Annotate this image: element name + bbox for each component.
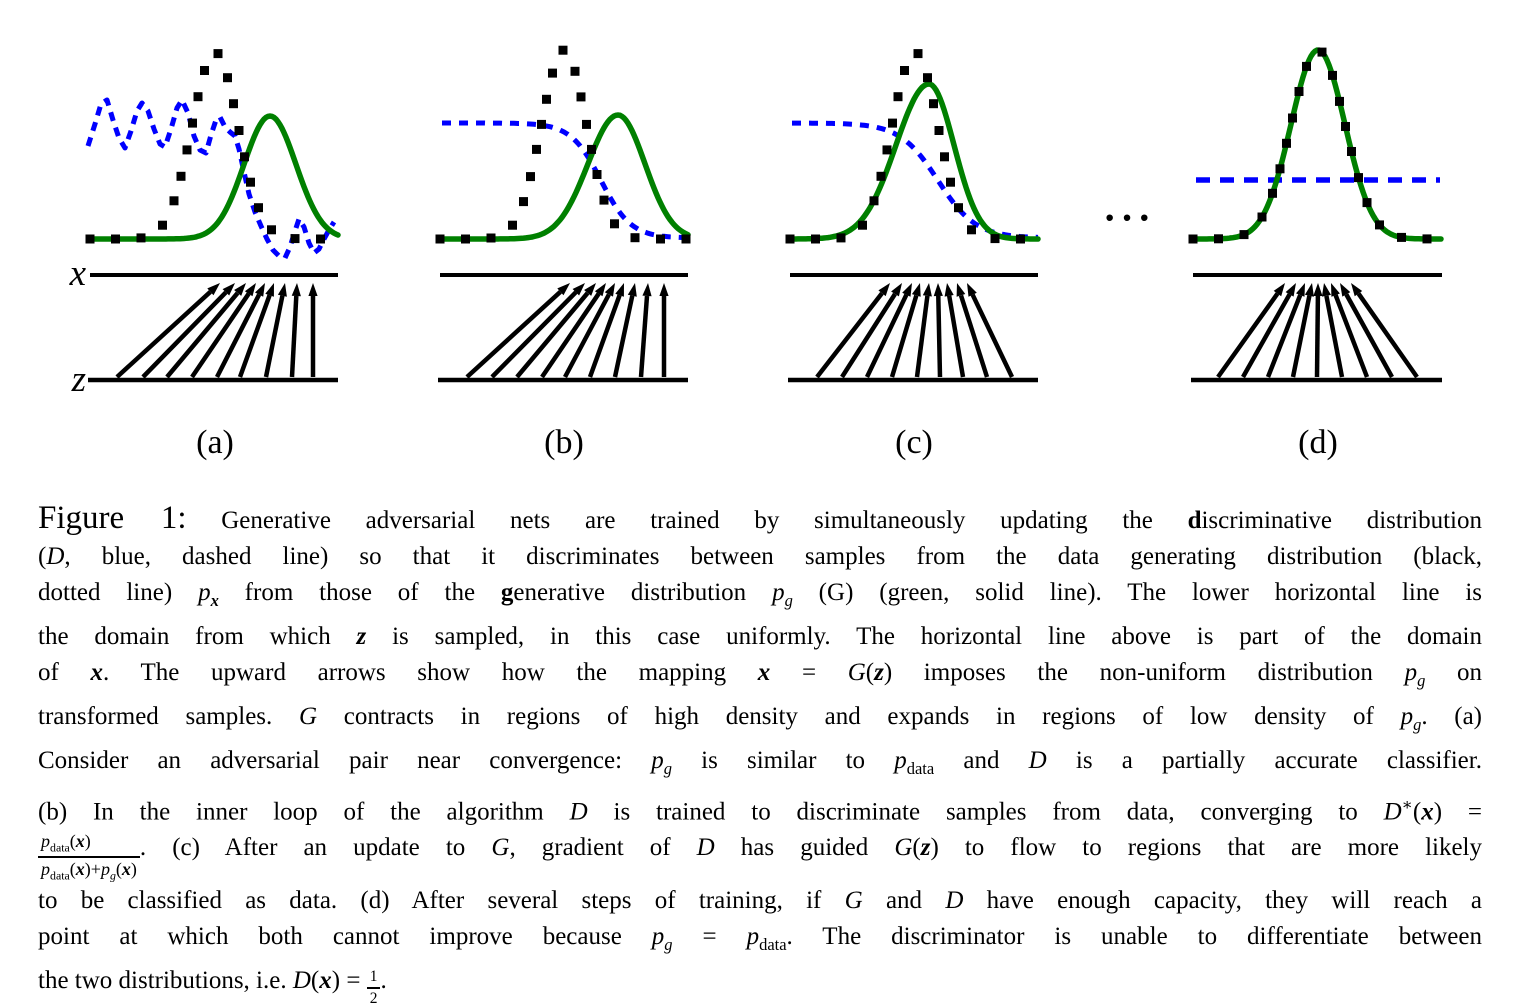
panel-d-black-dotted-data-curve-dot bbox=[1268, 189, 1277, 198]
panel-a-black-dotted-data-curve-dot bbox=[246, 178, 255, 187]
figure-caption bbox=[38, 500, 1482, 1007]
panel-d-black-dotted-data-curve-dot bbox=[1318, 48, 1327, 57]
panel-a-black-dotted-data-curve-dot bbox=[111, 235, 120, 244]
panel-a-mapping-arrow-head bbox=[265, 283, 274, 297]
panel-b-black-dotted-data-curve-dot bbox=[582, 120, 591, 129]
panel-b-mapping-arrow bbox=[615, 296, 632, 377]
panel-c-black-dotted-data-curve-dot bbox=[923, 73, 932, 82]
panel-b-black-dotted-data-curve-dot bbox=[571, 67, 580, 76]
caption-line-8: (b) In the inner loop of the algorithm D is trained to discriminate samples from data, converging to D∗(x) = bbox=[38, 795, 1482, 826]
panel-d-black-dotted-data-curve-dot bbox=[1347, 147, 1356, 156]
panel-c-black-dotted-data-curve-dot bbox=[888, 119, 897, 128]
caption-line-4: the domain from which z is sampled, in this case uniformly. The horizontal line above is part of the domain bbox=[38, 623, 1482, 650]
panel-b-black-dotted-data-curve-dot bbox=[577, 92, 586, 101]
panel-b-black-dotted-data-curve-dot bbox=[593, 170, 602, 179]
panel-a-black-dotted-data-curve-dot bbox=[183, 145, 192, 154]
panel-b-mapping-arrow bbox=[590, 295, 620, 377]
panel-b-mapping-arrow-head bbox=[642, 283, 651, 296]
caption-line-12: the two distributions, i.e. D(x) = $\frac{1}{2}$ . bbox=[38, 967, 387, 1007]
panel-d-black-dotted-data-curve-dot bbox=[1302, 62, 1311, 71]
panel-d-black-dotted-data-curve-dot bbox=[1189, 235, 1198, 244]
caption-line-7: Consider an adversarial pair near convergence: $p_g$ is similar to $p_{data}$ and D is a partially accurate classifier. bbox=[38, 747, 1482, 778]
panel-c-black-dotted-data-curve-dot bbox=[883, 145, 892, 154]
panel-a-mapping-arrow-head bbox=[278, 283, 287, 297]
panel-a-black-dotted-data-curve-dot bbox=[86, 235, 95, 244]
panel-a-black-dotted-data-curve-dot bbox=[188, 119, 197, 128]
panel-a-black-dotted-data-curve-dot bbox=[158, 221, 167, 230]
caption-line-2: (D, blue, dashed line) so that it discriminates between samples from the data generating distribution (black, bbox=[38, 543, 1482, 570]
panel-b-mapping-arrow-head bbox=[659, 283, 668, 296]
panel-a-mapping-arrow bbox=[266, 296, 282, 377]
panel-d-black-dotted-data-curve-dot bbox=[1276, 164, 1285, 173]
panel-a-mapping-arrow-head bbox=[308, 283, 317, 296]
panel-d-mapping-arrow-head bbox=[1305, 283, 1314, 297]
panel-a-black-dotted-data-curve-dot bbox=[200, 66, 209, 75]
panel-d-label: (d) bbox=[1298, 424, 1338, 461]
axis-label-z: z bbox=[71, 359, 86, 400]
panel-d-black-dotted-data-curve-dot bbox=[1397, 233, 1406, 242]
panel-a-mapping-arrow bbox=[292, 296, 296, 377]
panel-c-mapping-arrow bbox=[892, 296, 916, 378]
panel-c-black-dotted-data-curve-dot bbox=[811, 235, 820, 244]
caption-line-3: dotted line) $p_x$ from those of the generative distribution $p_g$ (G) (green, solid line). The lower horizontal line is bbox=[38, 579, 1483, 610]
panel-c-blue-dashed-discriminator-curve bbox=[792, 123, 1038, 237]
panel-b-black-dotted-data-curve-dot bbox=[542, 95, 551, 104]
panel-d-black-dotted-data-curve-dot bbox=[1282, 139, 1291, 148]
panel-c-mapping-arrow-head bbox=[934, 283, 943, 296]
caption-line-1: Figure 1: Generative adversarial nets are trained by simultaneously updating the discriminative distribution bbox=[38, 500, 1482, 536]
panel-a-mapping-arrow-head bbox=[255, 283, 265, 297]
panel-c-black-dotted-data-curve-dot bbox=[991, 234, 1000, 243]
panel-c-black-dotted-data-curve-dot bbox=[837, 233, 846, 242]
panel-d-black-dotted-data-curve-dot bbox=[1335, 97, 1344, 106]
panel-b-black-dotted-data-curve-dot bbox=[519, 197, 528, 206]
panel-a-black-dotted-data-curve-dot bbox=[267, 225, 276, 234]
panel-b-black-dotted-data-curve-dot bbox=[487, 234, 496, 243]
panel-b-mapping-arrow bbox=[492, 292, 576, 377]
panel-c-green-solid-generator-curve bbox=[790, 84, 1038, 239]
panel-d-green-solid-generator-curve bbox=[1193, 50, 1441, 239]
panel-a-mapping-arrow bbox=[117, 292, 210, 377]
panel-c-black-dotted-data-curve-dot bbox=[914, 49, 923, 58]
panel-c-black-dotted-data-curve-dot bbox=[935, 126, 944, 135]
panel-b-black-dotted-data-curve-dot bbox=[461, 235, 470, 244]
panel-b-black-dotted-data-curve-dot bbox=[682, 235, 691, 244]
panel-b-black-dotted-data-curve-dot bbox=[436, 235, 445, 244]
ellipsis-between-panels: ··· bbox=[1102, 195, 1156, 240]
panel-c-label: (c) bbox=[895, 424, 933, 461]
gan-training-figure bbox=[0, 0, 1517, 492]
panel-a-black-dotted-data-curve-dot bbox=[291, 234, 300, 243]
panel-d-mapping-arrow-head bbox=[1331, 283, 1340, 297]
panel-c-mapping-arrow-head bbox=[967, 283, 977, 297]
panel-b-black-dotted-data-curve-dot bbox=[508, 221, 517, 230]
panel-a-black-dotted-data-curve-dot bbox=[214, 49, 223, 58]
panel-c-black-dotted-data-curve-dot bbox=[954, 203, 963, 212]
panel-c-black-dotted-data-curve-dot bbox=[1016, 235, 1025, 244]
panel-b-mapping-arrow-head bbox=[615, 283, 624, 297]
panel-c-black-dotted-data-curve-dot bbox=[900, 66, 909, 75]
panel-d-black-dotted-data-curve-dot bbox=[1214, 234, 1223, 243]
panel-c-black-dotted-data-curve-dot bbox=[877, 172, 886, 181]
panel-c-mapping-arrow bbox=[961, 295, 987, 377]
panel-d-black-dotted-data-curve-dot bbox=[1423, 234, 1432, 243]
panel-b-black-dotted-data-curve-dot bbox=[656, 235, 665, 244]
panel-c-black-dotted-data-curve-dot bbox=[946, 178, 955, 187]
panel-c-mapping-arrow-head bbox=[912, 283, 921, 297]
panel-c-mapping-arrow bbox=[938, 296, 940, 377]
panel-a-black-dotted-data-curve-dot bbox=[137, 233, 146, 242]
panel-d-mapping-arrow bbox=[1317, 296, 1318, 377]
panel-a-black-dotted-data-curve-dot bbox=[194, 92, 203, 101]
panel-b-mapping-arrow-head bbox=[628, 283, 637, 297]
panel-c-mapping-arrow bbox=[973, 295, 1012, 377]
panel-c-mapping-arrow-head bbox=[923, 283, 932, 297]
panel-a-black-dotted-data-curve-dot bbox=[170, 196, 179, 205]
panel-b-black-dotted-data-curve-dot bbox=[537, 120, 546, 129]
panel-a-black-dotted-data-curve-dot bbox=[223, 73, 232, 82]
panel-a-black-dotted-data-curve-dot bbox=[235, 126, 244, 135]
caption-line-5: of x. The upward arrows show how the mapping x = G(z) imposes the non-uniform distribution $p_g$ on bbox=[38, 659, 1482, 690]
panel-c-mapping-arrow bbox=[917, 296, 927, 377]
panel-c-mapping-arrow-head bbox=[957, 283, 966, 297]
caption-line-11: point at which both cannot improve because $p_g = p_{data}$. The discriminator is unable to differentiate between bbox=[38, 923, 1482, 955]
panel-c-black-dotted-data-curve-dot bbox=[929, 99, 938, 108]
panel-d-black-dotted-data-curve-dot bbox=[1240, 230, 1249, 239]
panel-b-black-dotted-data-curve-dot bbox=[526, 172, 535, 181]
panel-c-mapping-arrow-head bbox=[945, 283, 954, 297]
panel-c-black-dotted-data-curve-dot bbox=[940, 152, 949, 161]
panel-d-black-dotted-data-curve-dot bbox=[1258, 213, 1267, 222]
panel-b-black-dotted-data-curve-dot bbox=[587, 145, 596, 154]
panel-d-black-dotted-data-curve-dot bbox=[1341, 122, 1350, 131]
panel-d-black-dotted-data-curve-dot bbox=[1375, 220, 1384, 229]
panel-d-mapping-arrow-head bbox=[1296, 283, 1305, 297]
panel-b-black-dotted-data-curve-dot bbox=[610, 219, 619, 228]
panel-d-black-dotted-data-curve-dot bbox=[1295, 87, 1304, 96]
panel-b-mapping-arrow bbox=[467, 292, 560, 377]
panel-c-mapping-arrow-head bbox=[902, 283, 912, 297]
panel-b-black-dotted-data-curve-dot bbox=[548, 69, 557, 78]
panel-a-black-dotted-data-curve-dot bbox=[316, 235, 325, 244]
panel-a-black-dotted-data-curve-dot bbox=[240, 152, 249, 161]
caption-line-6: transformed samples. G contracts in regions of high density and expands in regions of low density of $p_g$. (a) bbox=[38, 703, 1482, 734]
panel-d-black-dotted-data-curve-dot bbox=[1363, 198, 1372, 207]
panel-b-black-dotted-data-curve-dot bbox=[532, 145, 541, 154]
panel-b-black-dotted-data-curve-dot bbox=[600, 196, 609, 205]
panel-b-mapping-arrow bbox=[641, 296, 647, 377]
panel-a-black-dotted-data-curve-dot bbox=[229, 99, 238, 108]
panel-a-mapping-arrow-head bbox=[292, 283, 301, 296]
panel-d-black-dotted-data-curve-dot bbox=[1288, 114, 1297, 123]
panel-a-label: (a) bbox=[196, 424, 234, 461]
caption-line-9: $\frac{p_{data}(x)}{p_{data}(x)+p_g(x)}$ . (c) After an update to G, gradient of D has guided G(z) to flow to regions that are more likely bbox=[38, 830, 1482, 883]
panel-c-black-dotted-data-curve-dot bbox=[967, 225, 976, 234]
panel-c-black-dotted-data-curve-dot bbox=[858, 221, 867, 230]
panel-d-black-dotted-data-curve-dot bbox=[1328, 71, 1337, 80]
panel-c-black-dotted-data-curve-dot bbox=[894, 92, 903, 101]
panel-a-black-dotted-data-curve-dot bbox=[177, 172, 186, 181]
caption-line-10: to be classified as data. (d) After several steps of training, if G and D have enough capacity, they will reach a bbox=[38, 887, 1482, 915]
gan-figure-svg bbox=[0, 0, 1517, 492]
panel-c-mapping-arrow bbox=[949, 296, 963, 377]
panel-b-black-dotted-data-curve-dot bbox=[559, 46, 568, 55]
panel-d-black-dotted-data-curve-dot bbox=[1354, 173, 1363, 182]
panel-b-black-dotted-data-curve-dot bbox=[631, 233, 640, 242]
panel-a-mapping-arrow bbox=[143, 292, 226, 377]
panel-a-black-dotted-data-curve-dot bbox=[254, 203, 263, 212]
axis-label-x: x bbox=[69, 253, 86, 294]
panel-c-black-dotted-data-curve-dot bbox=[870, 196, 879, 205]
panel-c-black-dotted-data-curve-dot bbox=[786, 235, 795, 244]
panel-d-mapping-arrow-head bbox=[1322, 283, 1331, 297]
panel-b-label: (b) bbox=[544, 424, 584, 461]
panel-d-mapping-arrow-head bbox=[1313, 283, 1322, 296]
